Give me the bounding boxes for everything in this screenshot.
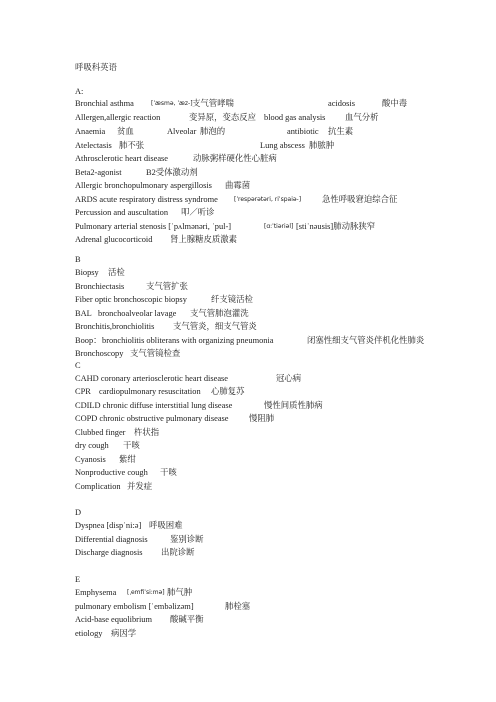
term-english: Alveolar — [167, 127, 197, 136]
term-phonetic: [ˈæsmə, ˈæz-] — [151, 100, 193, 107]
term-chinese: 酸碱平衡 — [170, 615, 204, 624]
term-english: dry cough — [75, 441, 109, 450]
term-chinese: 肺泡的 — [200, 127, 226, 136]
term-english: BAL — [75, 309, 92, 318]
term-english: Clubbed finger — [75, 428, 126, 437]
term-chinese: 慢性间质性肺病 — [264, 401, 323, 410]
term-chinese: 病因学 — [111, 629, 137, 638]
term-chinese: 支气管炎，细支气管炎 — [173, 322, 257, 331]
term-english: Pulmonary arterial stenosis [ˈpʌlmənəri, ˈpul-] — [75, 222, 232, 231]
term-english: Complication — [75, 482, 121, 491]
term-chinese: 呼吸困难 — [149, 521, 183, 530]
term-chinese: 活检 — [108, 268, 125, 277]
term-english: Differential diagnosis — [75, 535, 148, 544]
term-english: Discharge diagnosis — [75, 548, 143, 557]
term-chinese: 支气管哮喘 — [192, 99, 234, 108]
term-english: ARDS acute respiratory distress syndrome — [75, 195, 218, 204]
term-english: Cyanosis — [75, 455, 106, 464]
term-english: Bronchoscopy — [75, 349, 124, 358]
term-english: pulmonary embolism [ˈembəlizəm] — [75, 602, 194, 611]
section-heading-a: A: — [75, 87, 84, 96]
term-english: Biopsy — [75, 268, 99, 277]
term-english: Dyspnea [dispˈni:ə] — [75, 521, 142, 530]
term-chinese: 肾上腺糖皮质激素 — [170, 235, 237, 244]
section-heading-b: B — [75, 255, 81, 264]
term-chinese: 支气管肺泡灌洗 — [190, 309, 249, 318]
term-english: Beta2-agonist — [75, 168, 122, 177]
term-english: Boop： — [75, 336, 102, 345]
term-chinese: 心肺复苏 — [211, 387, 245, 396]
section-heading-e: E — [75, 575, 81, 584]
term-chinese: 叩／听诊 — [181, 208, 215, 217]
term-english: bronchoalveolar lavage — [98, 309, 177, 318]
term-chinese: 肺气肿 — [167, 588, 193, 597]
term-chinese: 动脉粥样硬化性心脏病 — [193, 154, 277, 163]
term-english: Fiber optic bronchoscopic biopsy — [75, 295, 187, 304]
term-chinese: 冠心病 — [276, 374, 302, 383]
term-english: Anaemia — [75, 127, 106, 136]
term-english: Athrosclerotic heart disease — [75, 154, 169, 163]
term-english: Atelectasis — [75, 141, 112, 150]
term-chinese: 急性呼吸窘迫综合征 — [322, 195, 398, 204]
term-chinese: 肺不张 — [119, 141, 145, 150]
term-english: Allergic bronchopulmonary aspergillosis — [75, 181, 212, 190]
term-chinese: 血气分析 — [345, 113, 379, 122]
term-chinese: 支气管镜检查 — [130, 349, 181, 358]
term-english: Allergen,allergic reaction — [75, 113, 161, 122]
term-phonetic: [ˌemfiˈsi:mə] — [127, 589, 165, 596]
term-chinese: 抗生素 — [328, 127, 354, 136]
term-english: Bronchitis,bronchiolitis — [75, 322, 155, 331]
term-chinese: 支气管扩张 — [146, 282, 188, 291]
term-chinese: [stiˈnəusis]肺动脉狭窄 — [296, 222, 376, 231]
term-chinese: 并发症 — [127, 482, 153, 491]
term-chinese: 闭塞性细支气管炎伴机化性肺炎 — [307, 336, 425, 345]
term-chinese: 鉴别诊断 — [170, 535, 204, 544]
term-chinese: 酸中毒 — [382, 99, 408, 108]
term-english: blood gas analysis — [264, 113, 326, 122]
term-english: Percussion and auscultation — [75, 208, 169, 217]
term-chinese: 肺栓塞 — [225, 602, 251, 611]
section-heading-c: C — [75, 361, 81, 370]
section-heading-d: D — [75, 508, 82, 517]
term-chinese: 干咳 — [123, 441, 140, 450]
term-english: Lung abscess — [260, 141, 305, 150]
term-english: Nonproductive cough — [75, 468, 148, 477]
term-phonetic: [ˈrespərətəri, riˈspaiə-] — [234, 196, 302, 203]
term-chinese: B2受体激动剂 — [146, 168, 198, 177]
term-english: COPD chronic obstructive pulmonary disease — [75, 414, 229, 423]
term-english: antibiotic — [287, 127, 319, 136]
term-english: CDILD chronic diffuse interstitial lung disease — [75, 401, 233, 410]
term-english: CAHD coronary arteriosclerotic heart disease — [75, 374, 229, 383]
term-english: Emphysema — [75, 588, 117, 597]
term-english: etiology — [75, 629, 103, 638]
term-chinese: 肺脓肿 — [309, 141, 335, 150]
term-english: cardiopulmonary resuscitation — [99, 387, 201, 396]
term-chinese: 变异原，变态反应 — [189, 113, 256, 122]
term-chinese: 干咳 — [160, 468, 177, 477]
term-english: Acid-base equolibrium — [75, 615, 152, 624]
term-english: Adrenal glucocorticoid — [75, 235, 153, 244]
term-english: acidosis — [328, 99, 355, 108]
term-chinese: 出院诊断 — [161, 548, 195, 557]
term-chinese: 纤支镜活检 — [211, 295, 253, 304]
term-chinese: 紫绀 — [119, 455, 136, 464]
term-phonetic: [ɑ:ˈtiəriəl] — [264, 223, 294, 230]
term-chinese: 曲霉菌 — [225, 181, 251, 190]
page-title: 呼吸科英语 — [75, 63, 117, 72]
term-english: Bronchiectasis — [75, 282, 125, 291]
term-english: bronchiolitis obliterans with organizing pneumonia — [102, 336, 274, 345]
term-english: CPR — [75, 387, 91, 396]
term-english: Bronchial asthma — [75, 99, 134, 108]
term-chinese: 慢阻肺 — [249, 414, 275, 423]
term-chinese: 杵状指 — [134, 428, 160, 437]
term-chinese: 贫血 — [117, 127, 134, 136]
